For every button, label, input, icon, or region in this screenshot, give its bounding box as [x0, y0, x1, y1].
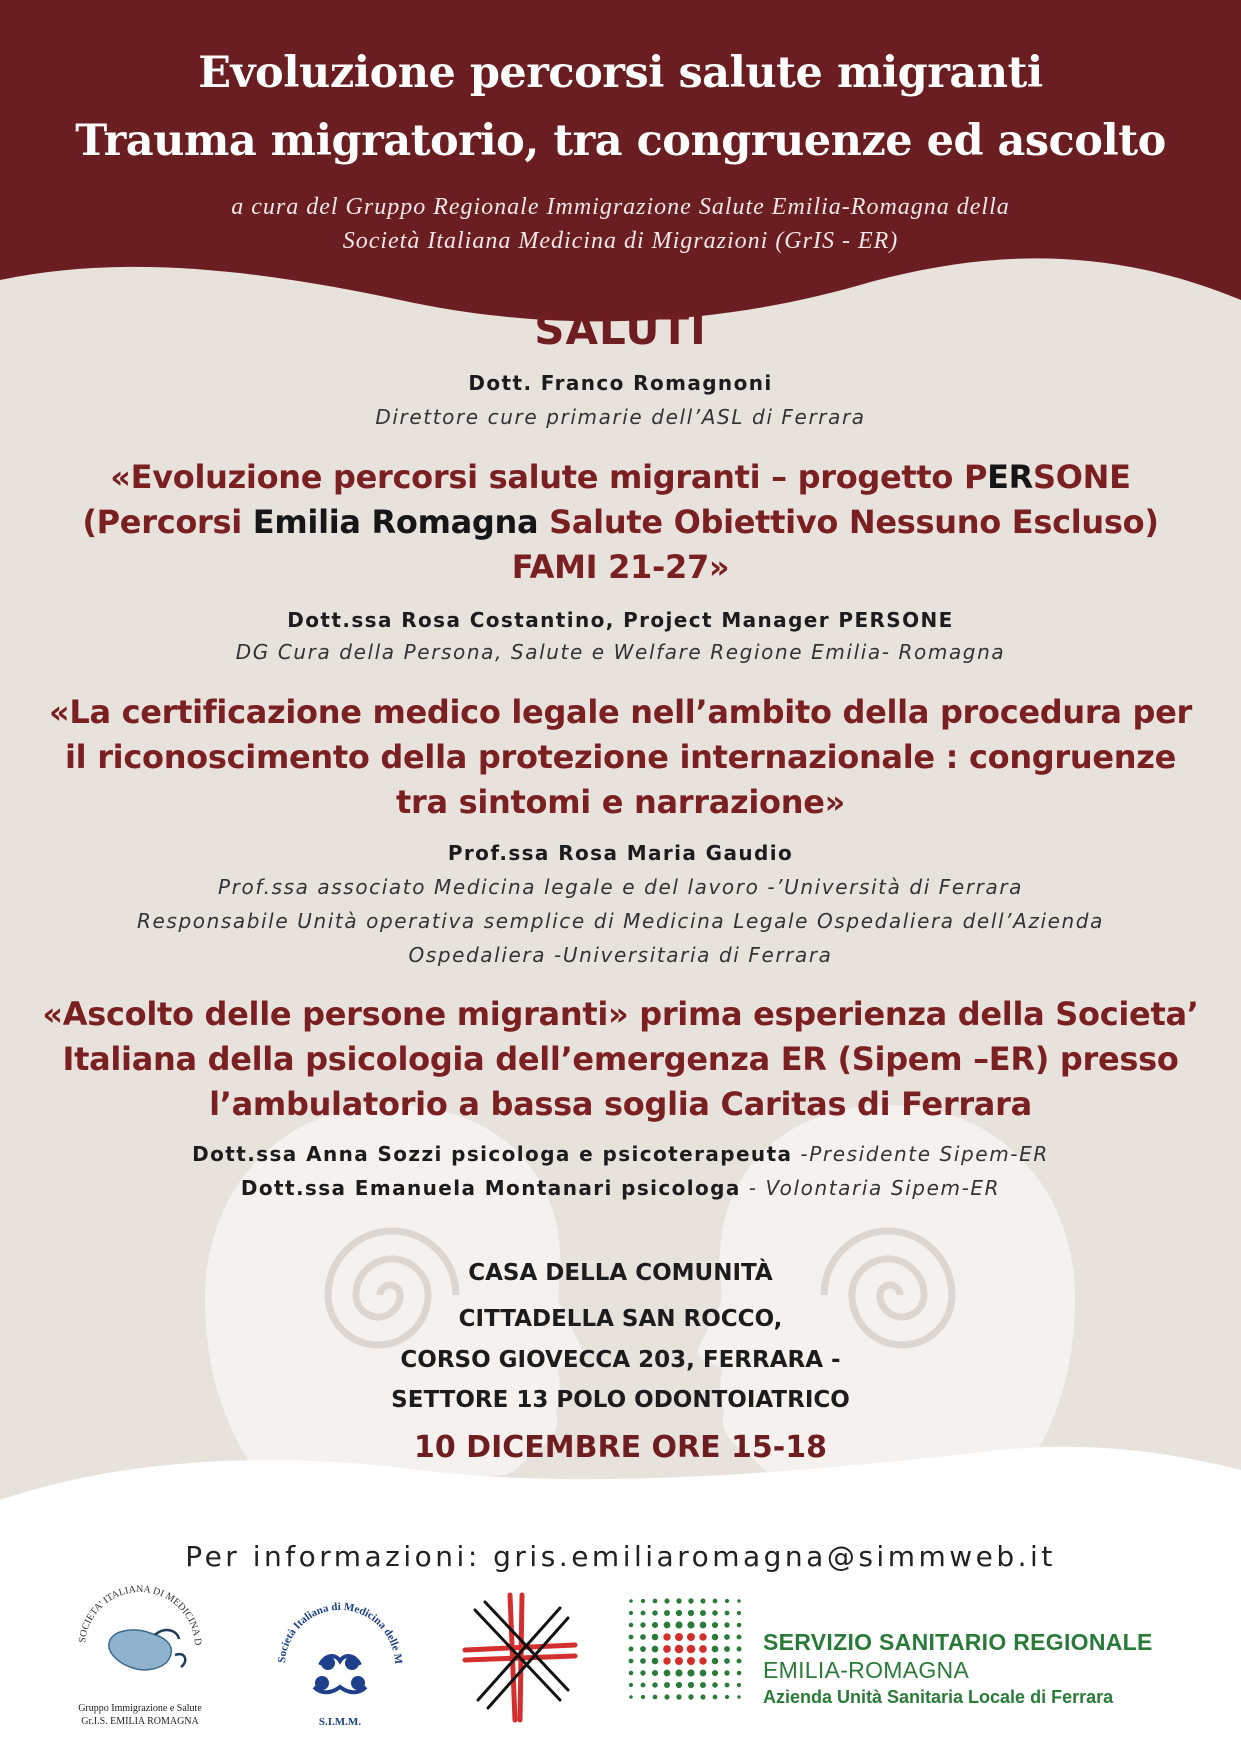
talk2-affiliation-line1: Prof.ssa associato Medicina legale e del lavoro -’Università di Ferrara [218, 875, 1023, 899]
gris-ring-text: SOCIETA' ITALIANA DI MEDICINA D [77, 1585, 204, 1646]
talk1-title-line2: (Percorsi Emilia Romagna Salute Obiettivo Nessuno Escluso) [82, 503, 1159, 541]
talk3-speaker1-row [0, 1137, 1241, 1174]
gris-caption1: Gruppo Immigrazione e Salute [78, 1703, 202, 1714]
talk3-title-line2: Italiana della psicologia dell’emergenza ER (Sipem –ER) presso [62, 1040, 1179, 1078]
venue-line2: CITTADELLA SAN ROCCO, [458, 1306, 783, 1332]
info-contact: Per informazioni: gris.emiliaromagna@simmweb.it [185, 1540, 1056, 1573]
talk3-title-line1: «Ascolto delle persone migranti» prima esperienza della Societa’ [42, 995, 1199, 1033]
gris-caption2: Gr.I.S. EMILIA ROMAGNA [81, 1716, 199, 1727]
saluti-heading: SALUTI [534, 305, 707, 354]
simm-emblem-icon [270, 1595, 410, 1735]
ssr-line1: SERVIZIO SANITARIO REGIONALE [763, 1629, 1153, 1655]
talk2-affiliation-line3: Ospedaliera -Universitaria di Ferrara [408, 943, 833, 967]
header-title-line2: Trauma migratorio, tra congruenze ed ascolto [75, 116, 1166, 166]
ssr-line3: Azienda Unità Sanitaria Locale di Ferrara [763, 1687, 1114, 1707]
talk1-title-line1: «Evoluzione percorsi salute migranti – progetto PERSONE [110, 458, 1131, 496]
saluti-affiliation: Direttore cure primarie dell’ASL di Ferrara [375, 405, 866, 429]
talk3-speaker1: Dott.ssa Anna Sozzi psicologa e psicoterapeuta [192, 1142, 793, 1166]
venue-line1: CASA DELLA COMUNITÀ [468, 1260, 773, 1286]
header-subtitle-line2: Società Italiana Medicina di Migrazioni (GrIS - ER) [342, 228, 899, 254]
talk3-role1: -Presidente Sipem-ER [792, 1142, 1049, 1166]
talk3-speaker2: Dott.ssa Emanuela Montanari psicologa [240, 1176, 741, 1200]
venue-line3: CORSO GIOVECCA 203, FERRARA - [400, 1347, 841, 1373]
venue-line4: SETTORE 13 POLO ODONTOIATRICO [391, 1387, 850, 1413]
talk2-title-line3: tra sintomi e narrazione» [396, 783, 845, 821]
ssr-line2: EMILIA-ROMAGNA [763, 1657, 970, 1683]
talk2-speaker: Prof.ssa Rosa Maria Gaudio [447, 841, 794, 865]
gris-emblem-icon [65, 1585, 215, 1697]
red-cross-icon [460, 1590, 580, 1725]
talk1-speaker: Dott.ssa Rosa Costantino, Project Manager PERSONE [287, 608, 954, 632]
talk2-affiliation-line2: Responsabile Unità operativa semplice di Medicina Legale Ospedaliera dell’Azienda [137, 909, 1104, 933]
event-date: 10 DICEMBRE ORE 15-18 [413, 1430, 827, 1465]
simm-logo [270, 1595, 410, 1735]
talk2-title-line2: il riconoscimento della protezione internazionale : congruenze [65, 738, 1176, 776]
talk1-title-line3: FAMI 21-27» [511, 548, 730, 586]
ssr-logo [625, 1595, 1185, 1715]
header-subtitle-line1: a cura del Gruppo Regionale Immigrazione Salute Emilia-Romagna della [231, 194, 1010, 220]
caritas-logo [460, 1590, 580, 1725]
talk3-title-line3: l’ambulatorio a bassa soglia Caritas di Ferrara [209, 1085, 1032, 1123]
gris-logo [65, 1585, 215, 1725]
talk2-title-line1: «La certificazione medico legale nell’ambito della procedura per [48, 693, 1192, 731]
ssr-dot-grid-icon [625, 1595, 745, 1710]
header-title-line1: Evoluzione percorsi salute migranti [198, 48, 1043, 98]
saluti-speaker: Dott. Franco Romagnoni [468, 371, 773, 395]
talk3-speaker2-row [0, 1171, 1241, 1208]
simm-ring-text: Società Italiana di Medicina delle M [275, 1600, 405, 1665]
talk3-role2: - Volontaria Sipem-ER [740, 1176, 1001, 1200]
simm-bottom-text: S.I.M.M. [318, 1716, 362, 1728]
talk1-affiliation: DG Cura della Persona, Salute e Welfare Regione Emilia- Romagna [235, 640, 1006, 664]
